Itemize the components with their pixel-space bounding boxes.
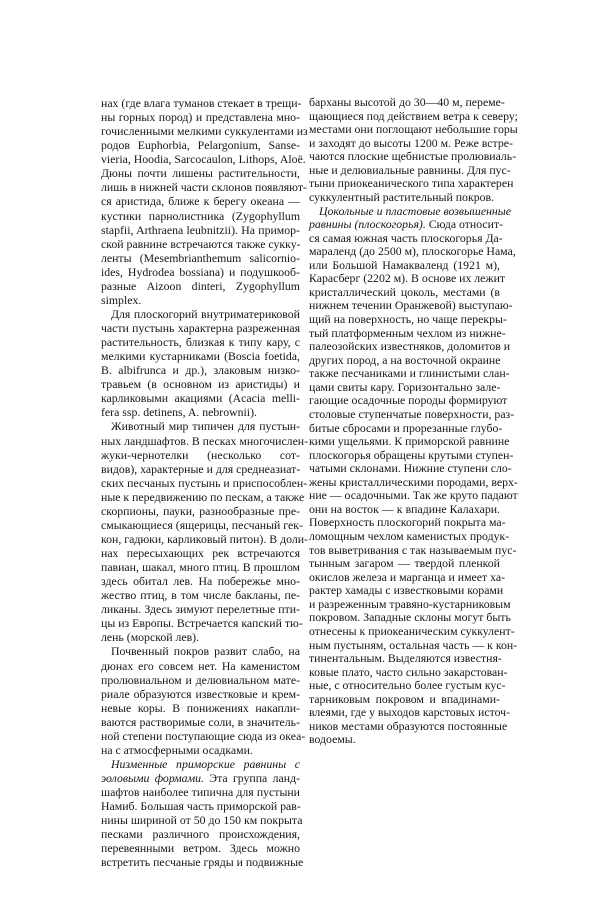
line-text: плоскогорья обращены крутыми ступен- [309, 447, 514, 462]
line-text: они на восток — к впадине Калахари. [309, 501, 500, 516]
line-text: ников местами образуются постоянные [309, 718, 508, 733]
text-line [309, 447, 514, 463]
line-text: цами свиты кару. Горизонтально зале- [309, 379, 501, 394]
text-line [101, 517, 303, 532]
text-line [309, 637, 518, 653]
text-line [101, 166, 300, 180]
text-line [101, 771, 300, 785]
text-line [101, 588, 300, 602]
text-line [101, 391, 300, 405]
text-line [309, 733, 500, 747]
text-line [101, 265, 300, 279]
text-line [309, 149, 517, 164]
text-line [309, 623, 515, 639]
line-text: ние — осадочными. Так же круто падают [309, 488, 518, 503]
line-text: нах пересыхающих рек встречаются [101, 546, 300, 560]
line-text: тыни приокеанического типа характерен [309, 176, 514, 191]
text-line [309, 381, 500, 395]
line-text: simplex. [101, 292, 142, 307]
line-text: мараленд (до 2500 м), плоскогорье Нама, [309, 244, 516, 259]
text-line [101, 855, 304, 870]
text-line [309, 298, 513, 313]
line-text: барханы высотой до 30—40 м, переме- [309, 95, 505, 109]
text-line [101, 644, 300, 658]
text-line [309, 354, 500, 368]
text-line [101, 462, 300, 476]
text-line [101, 630, 300, 644]
line-text: ные, с относительно более густым кус- [309, 678, 506, 693]
line-text: B. albifrunca и др.), злаковым низко- [101, 363, 300, 378]
line-text: павиан, шакал, много птиц. В прошлом [101, 560, 300, 575]
line-text: ских песчаных пустынь и приспособлен- [101, 475, 308, 490]
line-text: гающие осадочные породы формируют [309, 393, 508, 408]
line-text: других пород, а на восточной окраине [309, 352, 501, 367]
line-text: Для плоскогорий внутриматериковой [111, 306, 300, 321]
line-text: влеями, где у выходов карстовых источ- [309, 705, 511, 720]
line-text: чаются плоские щебнистые пролювиаль- [309, 149, 517, 164]
text-line [101, 363, 300, 377]
text-line [309, 393, 508, 408]
line-text: разные Aizoon dinteri, Zygophyllum [101, 278, 300, 293]
text-line [101, 743, 300, 757]
line-text: риале образуются известковые и крем- [101, 686, 300, 701]
line-text: Карасберг (2202 м). В основе их лежит [309, 271, 506, 286]
text-line [101, 616, 303, 631]
line-text: палеозойских известняков, доломитов и [309, 339, 511, 354]
line-text: жество птиц, в том числе бакланы, пе- [101, 588, 300, 603]
line-text: видов), характерные и для среднеазиат- [101, 461, 301, 476]
line-text: ны горных пород) и представлена мно- [101, 110, 300, 125]
line-text: Дюны почти лишены растительности, [101, 166, 300, 181]
line-text: водоемы. [309, 732, 356, 747]
line-text: или Большой Намакваленд (1921 м), [309, 257, 500, 272]
line-text: ленты (Mesembrianthemum salicornio- [101, 250, 300, 265]
text-line [309, 286, 500, 300]
text-line [101, 728, 306, 743]
text-line [101, 448, 300, 462]
line-text: ным пустыням, остальная часть — к кон- [309, 637, 518, 652]
line-text: Животный мир типичен для пустын- [111, 419, 300, 434]
text-line [101, 377, 300, 391]
line-text: щий на поверхность, но чаще перекры- [309, 312, 507, 326]
line-text: отнесены к приокеаническим суккулент- [309, 623, 515, 638]
text-line [309, 434, 510, 449]
line-text: ликаны. Здесь зимуют перелетные пти- [101, 602, 300, 617]
text-line [309, 461, 512, 476]
italic-heading-text: Цокольные и пластовые возвышенные [319, 203, 512, 218]
text-line [101, 321, 300, 335]
line-text: шафтов наиболее типична для пустыни [101, 785, 300, 800]
line-text: щающиеся под действием ветра к северу; [309, 108, 518, 123]
line-text: Эта группа ланд- [203, 771, 300, 785]
text-line [101, 602, 300, 616]
line-text: чатыми склонами. Нижние ступени сло- [309, 461, 512, 476]
line-text: родов Euphorbia, Pelargonium, Sanse- [101, 138, 300, 153]
line-text: покровом. Западные склоны могут быть [309, 610, 511, 625]
text-line [309, 230, 503, 246]
line-text: кими ущельями. К приморской равнине [309, 434, 510, 449]
line-text: скорпионы, пауки, разнообразные пре- [101, 503, 300, 518]
line-text: ской равнине встречаются также сукку- [101, 236, 301, 251]
line-text: Сюда относит- [425, 217, 504, 232]
line-text: дюнах его совсем нет. На каменистом [101, 658, 300, 673]
text-line [309, 705, 511, 720]
text-line [309, 271, 506, 286]
line-text: травьем (в основном из аристиды) и [101, 377, 300, 392]
text-line [101, 138, 300, 152]
text-line [101, 293, 300, 307]
line-text: карликовыми акациями (Acacia melli- [101, 391, 300, 406]
text-line [309, 339, 511, 354]
line-text: тарниковым покровом и впадинами- [309, 691, 500, 706]
line-text: местами они поглощают небольшие горы [309, 122, 518, 137]
line-text: ся аристида, ближе к берегу океана — [101, 194, 300, 209]
line-text: Намиб. Большая часть приморской рав- [101, 799, 301, 814]
text-line [309, 259, 500, 273]
text-line [309, 569, 506, 585]
text-line [309, 191, 500, 205]
line-text: кон, гадюки, карликовый питон). В доли- [101, 531, 308, 546]
text-line [309, 652, 500, 666]
text-line [101, 757, 300, 771]
text-line [309, 325, 506, 341]
text-line [309, 515, 506, 530]
text-line [309, 718, 508, 734]
line-text: Поверхность плоскогорий покрыта ма- [309, 515, 506, 530]
line-text: ковые плато, часто сильно закарстован- [309, 664, 508, 679]
line-text: растительность, близкая к типу кару, с [101, 335, 300, 350]
text-line [101, 223, 300, 237]
line-text: пролювиальном и делювиальном мате- [101, 672, 300, 687]
line-text: ной степени поступающие сюда из океа- [101, 728, 306, 743]
text-line [309, 162, 511, 178]
line-text: лень (морской лев). [101, 630, 200, 645]
text-line [101, 251, 300, 265]
line-text: перевеянными ветром. Здесь можно [101, 841, 300, 856]
line-text: на с атмосферными осадками. [101, 742, 253, 757]
line-text: рактер хамады с известковыми корами [309, 583, 504, 598]
italic-heading-text: Низменные приморские равнины с [111, 756, 300, 771]
line-text: нах (где влага туманов стекает в трещи- [101, 96, 302, 110]
line-text: ваются растворимые соли, в значитель- [101, 714, 300, 729]
line-text: тый платформенным чехлом из нижне- [309, 325, 506, 340]
italic-heading-text: равнины (плоскогорья). [309, 217, 426, 232]
text-line [101, 349, 300, 363]
text-line [101, 419, 300, 433]
text-line [101, 180, 307, 195]
text-line [309, 542, 517, 558]
text-line [101, 715, 300, 729]
line-text: столовые ступенчатые поверхности, раз- [309, 406, 515, 421]
text-line [309, 583, 504, 598]
text-line [101, 279, 300, 293]
text-line [101, 405, 300, 419]
text-line [309, 610, 511, 625]
line-text: ные и делювиальные равнины. Для пус- [309, 162, 511, 177]
line-text: цы из Европы. Встречается капский тю- [101, 616, 303, 631]
text-line [101, 194, 300, 208]
text-line [309, 122, 518, 137]
text-line [101, 433, 309, 448]
text-line [101, 673, 300, 687]
line-text: ломощным чехлом каменистых продук- [309, 529, 510, 543]
text-line [101, 827, 300, 841]
line-text: суккулентный растительный покров. [309, 189, 495, 204]
line-text: Почвенный покров развит слабо, на [111, 644, 300, 659]
text-line [101, 237, 300, 251]
text-line [309, 693, 500, 707]
line-text: окислов железа и марганца и имеет ха- [309, 569, 506, 584]
line-text: тинентальным. Выделяются известня- [309, 651, 502, 666]
line-text: также песчаниками и глинистыми слан- [309, 366, 510, 381]
text-line [309, 244, 516, 259]
line-text: жены кристаллическими породами, верх- [309, 474, 518, 489]
text-line [309, 529, 510, 544]
text-line [309, 176, 514, 191]
text-line [309, 664, 508, 680]
text-line [101, 504, 300, 518]
line-text: битые сбросами и прорезанные глубо- [309, 420, 503, 435]
line-text: тынным загаром — твердой пленкой [309, 556, 500, 571]
text-line [309, 135, 513, 151]
line-text: кристаллический цоколь, местами (в [309, 284, 500, 299]
text-line [309, 108, 518, 124]
text-line [309, 217, 504, 232]
line-text: нины шириной от 50 до 150 км покрыта [101, 813, 303, 828]
left-text-column [101, 96, 309, 870]
text-line [309, 678, 506, 693]
text-line [101, 307, 300, 321]
text-line [309, 596, 511, 612]
line-text: нижнем течении Оранжевой) выступаю- [309, 298, 513, 313]
line-text: тов выветривания с так называемым пус- [309, 542, 517, 557]
line-text: vieria, Hoodia, Sarcocaulon, Lithops, Aloë. [101, 152, 306, 167]
line-text: песками различного происхождения, [101, 827, 300, 842]
line-text: кустики парнолистника (Zygophyllum [101, 208, 300, 223]
text-line [309, 488, 518, 503]
line-text: ных ландшафтов. В песках многочислен- [101, 433, 309, 448]
line-text: ные к передвижению по пескам, а также [101, 489, 305, 504]
text-line [101, 152, 306, 167]
line-text: stapfii, Arthraena leubnitzii). На примор- [101, 222, 300, 237]
text-line [101, 209, 300, 223]
text-line [101, 110, 300, 124]
text-line [101, 701, 300, 715]
line-text: ides, Hydrodea bossiana) и подушкооб- [101, 264, 300, 279]
line-text: лишь в нижней части склонов появляют- [101, 180, 307, 195]
text-line [101, 531, 308, 546]
text-line [309, 95, 505, 110]
italic-heading-text: эоловыми формами. [101, 771, 204, 785]
text-line [309, 203, 512, 219]
text-line [309, 474, 518, 490]
text-line [101, 96, 300, 110]
text-line [101, 799, 300, 813]
line-text: смыкающиеся (ящерицы, песчаный гек- [101, 517, 303, 532]
line-text: части пустынь характерна разреженная [101, 321, 300, 335]
right-text-column [309, 95, 518, 747]
text-line [309, 557, 500, 571]
text-line [101, 335, 300, 349]
line-text: гочисленными мелкими суккулентами из [101, 124, 308, 139]
line-text: невые коры. В понижениях накапли- [101, 700, 300, 715]
line-text: мелкими кустарниками (Boscia foetida, [101, 349, 300, 364]
text-line [101, 124, 308, 139]
line-text: здесь обитал лев. На побережье мно- [101, 574, 300, 589]
line-text: встретить песчаные гряды и подвижные [101, 855, 304, 870]
line-text: жуки-чернотелки (несколько сот- [101, 447, 300, 462]
text-line [101, 574, 300, 588]
text-line [101, 659, 300, 673]
line-text: ся самая южная часть плоскогорья Да- [309, 230, 503, 245]
text-line [309, 406, 515, 422]
text-line [309, 503, 500, 517]
line-text: и разреженным травяно-кустарниковым [309, 596, 511, 611]
text-line [101, 687, 300, 701]
text-line [309, 366, 510, 381]
text-line [309, 312, 507, 327]
text-line [101, 813, 303, 828]
text-line [101, 560, 300, 574]
text-line [101, 785, 300, 799]
line-text: и заходят до высоты 1200 м. Реже встре- [309, 135, 513, 150]
text-line [309, 420, 503, 436]
text-line [101, 489, 305, 504]
line-text: fera ssp. detinens, A. nebrownii). [101, 405, 257, 420]
text-line [101, 546, 300, 560]
text-line [101, 475, 308, 490]
text-line [101, 841, 300, 855]
